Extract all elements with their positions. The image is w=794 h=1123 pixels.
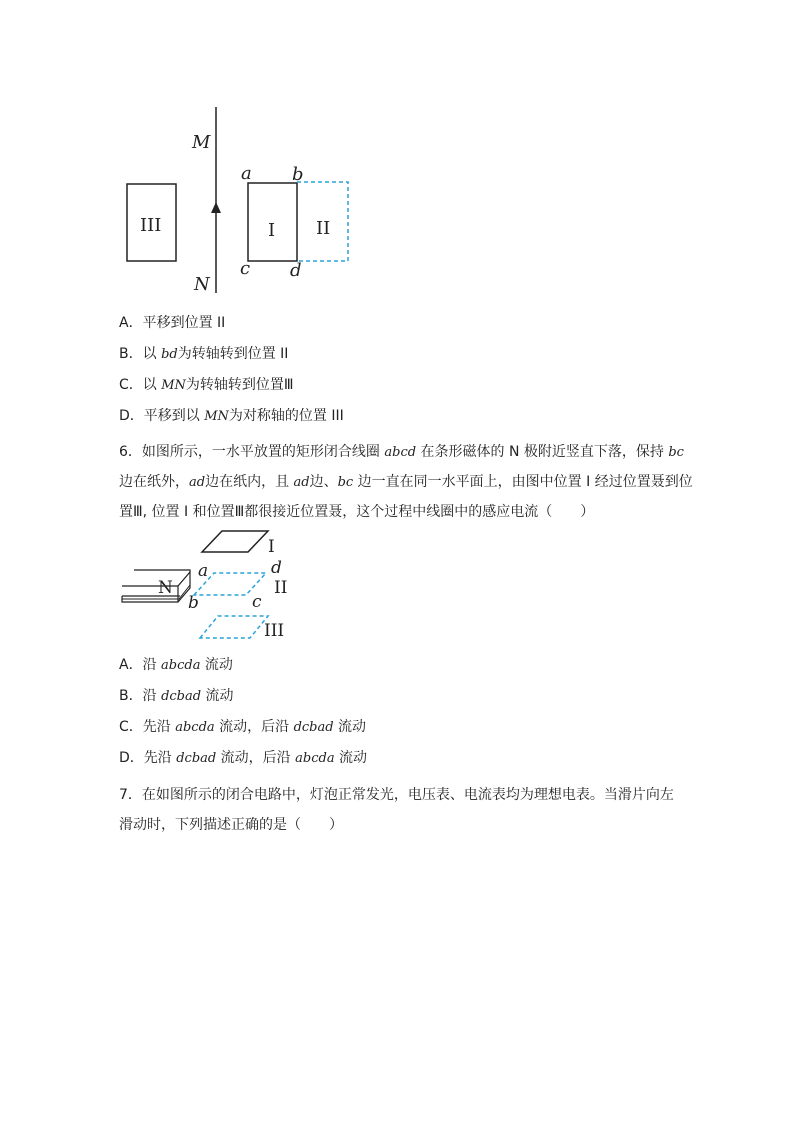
q6-option-d — [119, 748, 367, 769]
figure-2-svg — [118, 528, 318, 646]
option-text: 平移到以 — [143, 408, 205, 424]
option-variable: dcbad — [161, 689, 202, 704]
option-prefix: B． — [119, 688, 143, 704]
label-b2: b — [188, 593, 199, 613]
option-prefix: C． — [119, 377, 143, 393]
stem-text: 如图所示，一水平放置的矩形闭合线圈 — [141, 444, 385, 460]
q7-line-2 — [119, 815, 343, 835]
option-text: 流动 — [333, 719, 367, 735]
q5-option-d — [119, 406, 344, 427]
option-variable: bd — [161, 347, 178, 362]
magnet-label-n: N — [158, 578, 173, 598]
option-text: 以 — [142, 346, 162, 362]
stem-text: 置Ⅲ, 位置 I 和位置Ⅲ都很接近位置聂，这个过程中线圈中的感应电流（ ） — [119, 504, 595, 520]
loop-I — [202, 531, 268, 552]
label-a: a — [241, 163, 252, 184]
q5-option-b — [119, 344, 288, 365]
option-prefix: D． — [119, 408, 144, 424]
q6-option-b — [119, 686, 234, 707]
option-variable: MN — [161, 378, 186, 393]
option-text: 沿 — [142, 657, 162, 673]
loop-III — [200, 616, 268, 638]
option-text: 为转轴转到位置Ⅲ — [185, 377, 294, 393]
option-text: 流动，后沿 — [214, 719, 294, 735]
stem-text: 滑动时，下列描述正确的是（ ） — [119, 817, 343, 833]
stem-text: 边在纸外， — [119, 474, 189, 490]
label-rect-I: I — [268, 220, 276, 241]
stem-variable: bc — [337, 475, 354, 490]
option-text: 流动，后沿 — [216, 750, 296, 766]
option-variable: abcda — [175, 720, 215, 735]
figure-1-svg — [110, 100, 370, 300]
option-text: 沿 — [142, 688, 162, 704]
option-text: 为对称轴的位置 III — [228, 408, 344, 424]
option-text: 为转轴转到位置 II — [177, 346, 289, 362]
q7-line-1 — [119, 785, 674, 805]
option-prefix: C． — [119, 719, 143, 735]
label-m: M — [192, 132, 211, 153]
option-prefix: D． — [119, 750, 144, 766]
option-text: 先沿 — [142, 719, 176, 735]
option-prefix: B． — [119, 346, 143, 362]
q6-option-a — [119, 655, 233, 676]
stem-text: 在条形磁体的 N 极附近竖直下落，保持 — [416, 444, 669, 460]
label-rect-II: II — [316, 218, 331, 239]
option-text: 以 — [142, 377, 162, 393]
label-loop-III: III — [264, 621, 285, 641]
figure-2 — [118, 528, 318, 646]
q6-line-1 — [119, 442, 684, 463]
question-number: 7． — [119, 787, 142, 803]
label-loop-II: II — [274, 578, 288, 598]
option-variable: abcda — [161, 658, 201, 673]
mn-arrow — [211, 202, 221, 213]
option-variable: abcda — [295, 751, 335, 766]
option-text: 先沿 — [143, 750, 177, 766]
figure-1 — [110, 100, 370, 300]
label-n: N — [194, 274, 210, 295]
label-c2: c — [252, 592, 262, 612]
q6-line-3 — [119, 502, 594, 522]
stem-text: 边在纸内，且 — [205, 474, 294, 490]
stem-variable: ad — [293, 475, 310, 490]
option-prefix: A． — [119, 315, 143, 331]
magnet-top-edge — [134, 570, 190, 572]
option-variable: dcbad — [176, 751, 217, 766]
q6-line-2 — [119, 472, 693, 493]
label-a2: a — [198, 561, 209, 581]
stem-variable: abcd — [384, 445, 417, 460]
option-text: 流动 — [201, 688, 234, 704]
q5-option-c — [119, 375, 294, 396]
stem-variable: ad — [189, 475, 206, 490]
label-loop-I: I — [268, 537, 275, 557]
option-text: 流动 — [334, 750, 368, 766]
option-prefix: A． — [119, 657, 143, 673]
option-variable: dcbad — [293, 720, 334, 735]
option-text: 流动 — [200, 657, 233, 673]
option-text: 平移到位置 II — [142, 315, 226, 331]
stem-variable: bc — [668, 445, 684, 460]
question-number: 6． — [119, 444, 142, 460]
label-d: d — [290, 260, 302, 281]
q5-option-a — [119, 313, 225, 333]
q6-option-c — [119, 717, 366, 738]
label-c: c — [240, 258, 251, 279]
stem-text: 边一直在同一水平面上，由图中位置 I 经过位置聂到位 — [353, 474, 693, 490]
stem-text: 在如图所示的闭合电路中，灯泡正常发光，电压表、电流表均为理想电表。当滑片向左 — [141, 787, 674, 803]
stem-text: 边、 — [309, 474, 338, 490]
magnet-edge — [122, 585, 190, 599]
label-d2: d — [271, 558, 282, 578]
label-rect-III: III — [140, 215, 162, 236]
label-b: b — [292, 164, 304, 185]
option-variable: MN — [204, 409, 229, 424]
